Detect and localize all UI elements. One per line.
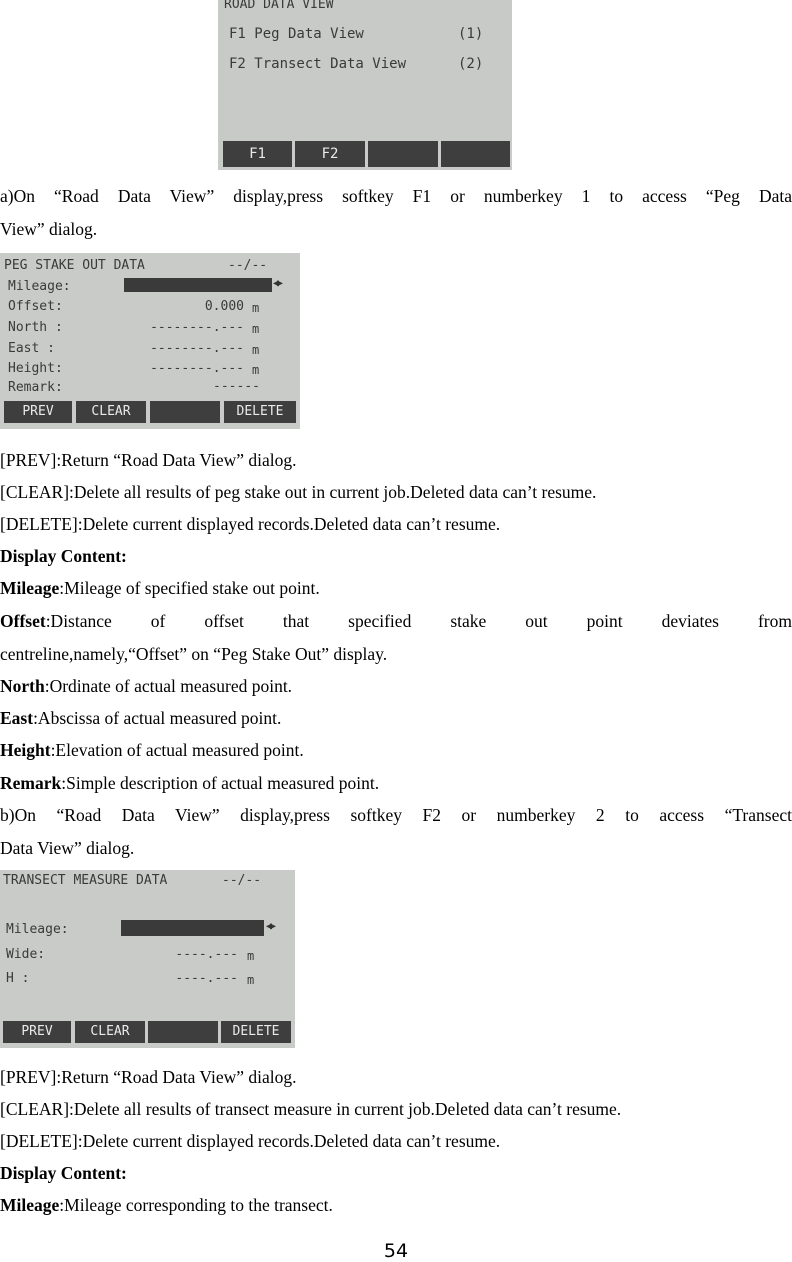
offset-value: 0.000 — [204, 299, 244, 314]
term: East — [0, 708, 34, 728]
north-value: --------.--- — [150, 320, 244, 335]
lcd-title: PEG STAKE OUT DATA — [4, 258, 145, 273]
menu-item-key: (2) — [458, 56, 484, 72]
height-value: --------.--- — [150, 361, 244, 376]
peg-offset-desc-line1 — [0, 611, 792, 631]
term: Offset — [0, 611, 46, 631]
peg-east-desc — [0, 708, 792, 728]
softkey-delete: DELETE — [224, 401, 296, 423]
mileage-input — [124, 278, 272, 292]
softkey-delete: DELETE — [221, 1021, 291, 1043]
h-unit: m — [247, 973, 255, 987]
term: North — [0, 676, 45, 696]
east-unit: m — [252, 343, 260, 357]
remark-label: Remark: — [8, 380, 63, 395]
east-label: East : — [8, 341, 55, 356]
definition: :Mileage corresponding to the transect. — [59, 1195, 333, 1215]
softkey-f1: F1 — [223, 141, 292, 167]
definition: :Distance of offset that specified stake out point deviates from — [45, 611, 792, 631]
north-unit: m — [252, 322, 260, 336]
mileage-label: Mileage: — [6, 922, 69, 937]
menu-item-transect-data-view: F2 Transect Data View — [229, 56, 407, 72]
definition: :Abscissa of actual measured point. — [33, 708, 282, 728]
mileage-label: Mileage: — [8, 279, 71, 294]
peg-offset-desc-line2: centreline,namely,“Offset” on “Peg Stake Out” display. — [0, 644, 388, 664]
para-b-line2: Data View” dialog. — [0, 838, 135, 858]
definition: :Ordinate of actual measured point. — [44, 676, 293, 696]
wide-unit: m — [247, 949, 255, 963]
definition: :Simple description of actual measured point. — [61, 773, 380, 793]
peg-clear-desc: [CLEAR]:Delete all results of peg stake out in current job.Deleted data can’t resume. — [0, 482, 597, 502]
peg-stake-out-data-screenshot — [0, 253, 300, 429]
para-a-line1: a)On “Road Data View” display,press softkey F1 or numberkey 1 to access “Peg Data — [0, 186, 792, 206]
term: Mileage — [0, 578, 60, 598]
wide-value: ----.--- — [175, 947, 238, 962]
para-a-line2: View” dialog. — [0, 219, 98, 239]
softkey-f2: F2 — [295, 141, 365, 167]
left-right-arrows-icon: ◀▶ — [266, 921, 275, 932]
transect-delete-desc: [DELETE]:Delete current displayed records.Deleted data can’t resume. — [0, 1131, 501, 1151]
definition: :Mileage of specified stake out point. — [59, 578, 320, 598]
transect-mileage-desc — [0, 1195, 792, 1215]
softkey-empty — [148, 1021, 218, 1043]
peg-remark-desc — [0, 773, 792, 793]
offset-label: Offset: — [8, 299, 63, 314]
softkey-bar — [0, 401, 300, 423]
softkey-f4 — [441, 141, 510, 167]
height-unit: m — [252, 363, 260, 377]
softkey-f3 — [368, 141, 438, 167]
road-data-view-screenshot — [218, 0, 512, 170]
softkey-clear: CLEAR — [75, 1021, 145, 1043]
menu-item-key: (1) — [458, 26, 484, 42]
lcd-title: TRANSECT MEASURE DATA — [3, 873, 168, 888]
east-value: --------.--- — [150, 341, 244, 356]
term: Height — [0, 740, 51, 760]
para-b-line1: b)On “Road Data View” display,press softkey F2 or numberkey 2 to access “Transect — [0, 805, 792, 825]
softkey-prev: PREV — [3, 1021, 71, 1043]
peg-delete-desc: [DELETE]:Delete current displayed records.Deleted data can’t resume. — [0, 514, 501, 534]
remark-value: ------ — [213, 379, 260, 394]
wide-label: Wide: — [6, 947, 46, 962]
definition: :Elevation of actual measured point. — [50, 740, 304, 760]
menu-item-peg-data-view: F1 Peg Data View — [229, 26, 364, 42]
softkey-clear: CLEAR — [76, 401, 146, 423]
transect-measure-data-screenshot — [0, 870, 295, 1048]
term: Mileage — [0, 1195, 60, 1215]
softkey-prev: PREV — [4, 401, 72, 423]
softkey-empty — [150, 401, 220, 423]
record-counter: --/-- — [222, 873, 262, 888]
page-number: 54 — [383, 1240, 409, 1262]
transect-clear-desc: [CLEAR]:Delete all results of transect measure in current job.Deleted data can’t resume. — [0, 1099, 622, 1119]
mileage-input — [121, 920, 264, 936]
north-label: North : — [8, 320, 63, 335]
transect-prev-desc: [PREV]:Return “Road Data View” dialog. — [0, 1067, 297, 1087]
offset-unit: m — [252, 301, 260, 315]
left-right-arrows-icon: ◀▶ — [273, 278, 282, 289]
h-value: ----.--- — [175, 971, 238, 986]
term: Remark — [0, 773, 62, 793]
h-label: H : — [6, 971, 30, 986]
peg-height-desc — [0, 740, 792, 760]
softkey-bar — [218, 141, 512, 167]
softkey-bar — [0, 1021, 295, 1043]
transect-display-content-heading: Display Content: — [0, 1163, 127, 1183]
lcd-title: ROAD DATA VIEW — [224, 0, 334, 12]
peg-prev-desc: [PREV]:Return “Road Data View” dialog. — [0, 450, 297, 470]
record-counter: --/-- — [228, 258, 268, 273]
peg-mileage-desc — [0, 578, 792, 598]
peg-display-content-heading: Display Content: — [0, 546, 127, 566]
height-label: Height: — [8, 361, 63, 376]
peg-north-desc — [0, 676, 792, 696]
